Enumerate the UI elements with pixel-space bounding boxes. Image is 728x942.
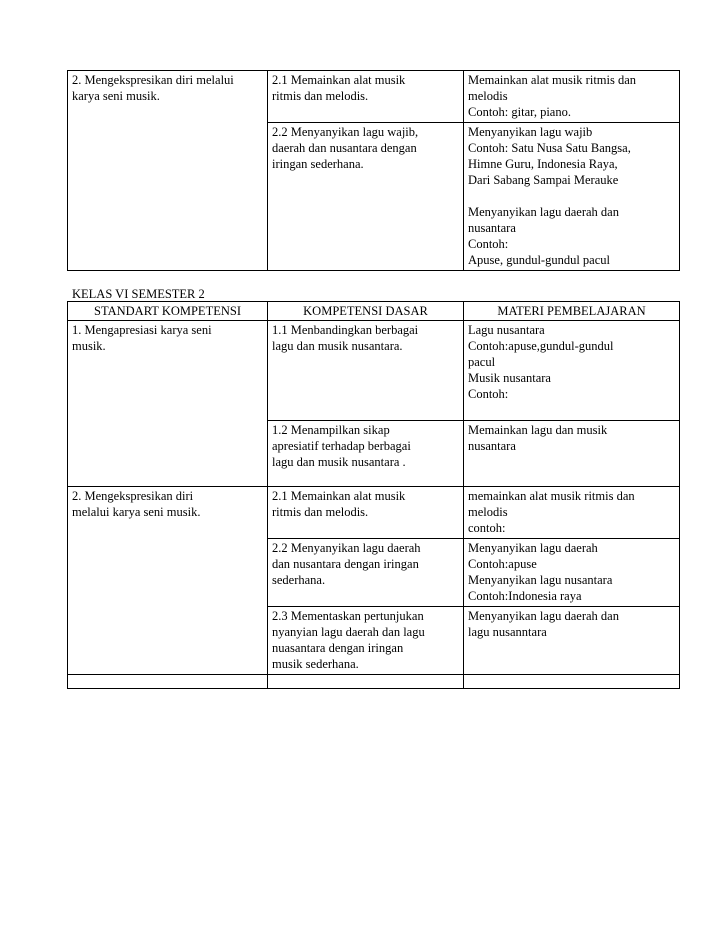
cell-text: lagu dan musik nusantara. bbox=[272, 339, 403, 353]
cell-text: Menyanyikan lagu daerah dan bbox=[468, 609, 619, 623]
kompetensi-dasar-cell bbox=[268, 421, 464, 487]
cell-text: memainkan alat musik ritmis dan bbox=[468, 489, 635, 503]
materi-cell bbox=[464, 123, 680, 271]
table-header-row bbox=[68, 302, 680, 321]
kompetensi-dasar-cell bbox=[268, 123, 464, 271]
header-kompetensi-dasar: KOMPETENSI DASAR bbox=[268, 302, 464, 321]
empty-cell bbox=[464, 675, 680, 689]
cell-text: 2.1 Memainkan alat musik bbox=[272, 73, 406, 87]
empty-cell bbox=[268, 675, 464, 689]
cell-text: Memainkan alat musik ritmis dan bbox=[468, 73, 637, 87]
materi-cell bbox=[464, 607, 680, 675]
materi-cell bbox=[464, 487, 680, 539]
cell-text: musik sederhana. bbox=[272, 657, 359, 671]
cell-text: Contoh: Satu Nusa Satu Bangsa, bbox=[468, 141, 631, 155]
standar-kompetensi-cell bbox=[68, 321, 268, 487]
cell-text: lagu nusanntara bbox=[468, 625, 547, 639]
header-materi: MATERI PEMBELAJARAN bbox=[464, 302, 680, 321]
table-row bbox=[68, 321, 680, 421]
materi-cell bbox=[464, 421, 680, 487]
cell-text: Menyanyikan lagu daerah bbox=[468, 541, 598, 555]
cell-text: ritmis dan melodis. bbox=[272, 505, 369, 519]
cell-text: Contoh:Indonesia raya bbox=[468, 589, 582, 603]
cell-text: Dari Sabang Sampai Merauke bbox=[468, 173, 619, 187]
cell-text: Contoh:apuse,gundul-gundul bbox=[468, 339, 614, 353]
cell-text: Menyanyikan lagu daerah dan bbox=[468, 205, 619, 219]
cell-text: melodis bbox=[468, 89, 508, 103]
cell-text: Memainkan lagu dan musik bbox=[468, 423, 608, 437]
cell-text: dan nusantara dengan iringan bbox=[272, 557, 419, 571]
cell-text: 2.1 Memainkan alat musik bbox=[272, 489, 406, 503]
cell-text: Menyanyikan lagu nusantara bbox=[468, 573, 613, 587]
cell-text: nyanyian lagu daerah dan lagu bbox=[272, 625, 425, 639]
kompetensi-dasar-cell bbox=[268, 71, 464, 123]
kompetensi-dasar-cell bbox=[268, 539, 464, 607]
cell-text: 1.1 Menbandingkan berbagai bbox=[272, 323, 419, 337]
materi-cell bbox=[464, 539, 680, 607]
cell-text: Contoh:apuse bbox=[468, 557, 537, 571]
cell-text: Contoh: bbox=[468, 387, 509, 401]
header-standar: STANDART KOMPETENSI bbox=[68, 302, 268, 321]
cell-text: 1.2 Menampilkan sikap bbox=[272, 423, 390, 437]
cell-text: nusantara bbox=[468, 439, 516, 453]
cell-text: contoh: bbox=[468, 521, 506, 535]
cell-text: Himne Guru, Indonesia Raya, bbox=[468, 157, 618, 171]
standar-kompetensi-cell bbox=[68, 71, 268, 271]
materi-cell bbox=[464, 321, 680, 421]
cell-text: 2.2 Menyanyikan lagu daerah bbox=[272, 541, 421, 555]
cell-text: karya seni musik. bbox=[72, 89, 160, 103]
cell-text: 2. Mengekspresikan diri bbox=[72, 489, 194, 503]
cell-text: 2. Mengekspresikan diri melalui bbox=[72, 73, 234, 87]
standar-kompetensi-cell bbox=[68, 487, 268, 675]
cell-text: apresiatif terhadap berbagai bbox=[272, 439, 411, 453]
spacer bbox=[468, 188, 675, 204]
cell-text: 2.3 Mementaskan pertunjukan bbox=[272, 609, 424, 623]
cell-text: Contoh: gitar, piano. bbox=[468, 105, 571, 119]
empty-cell bbox=[68, 675, 268, 689]
cell-text: lagu dan musik nusantara . bbox=[272, 455, 406, 469]
cell-text: ritmis dan melodis. bbox=[272, 89, 369, 103]
kompetensi-dasar-cell bbox=[268, 487, 464, 539]
cell-text: Contoh: bbox=[468, 237, 509, 251]
cell-text: 1. Mengapresiasi karya seni bbox=[72, 323, 212, 337]
competency-table bbox=[67, 301, 680, 689]
competency-table-continued bbox=[67, 70, 680, 271]
cell-text: Lagu nusantara bbox=[468, 323, 545, 337]
cell-text: musik. bbox=[72, 339, 106, 353]
cell-text: iringan sederhana. bbox=[272, 157, 364, 171]
table-row bbox=[68, 71, 680, 123]
cell-text: sederhana. bbox=[272, 573, 326, 587]
materi-cell bbox=[464, 71, 680, 123]
cell-text: daerah dan nusantara dengan bbox=[272, 141, 417, 155]
kompetensi-dasar-cell bbox=[268, 607, 464, 675]
cell-text: 2.2 Menyanyikan lagu wajib, bbox=[272, 125, 419, 139]
cell-text: Apuse, gundul-gundul pacul bbox=[468, 253, 610, 267]
cell-text: melalui karya seni musik. bbox=[72, 505, 201, 519]
cell-text: nusantara bbox=[468, 221, 516, 235]
cell-text: Menyanyikan lagu wajib bbox=[468, 125, 593, 139]
cell-text: nuasantara dengan iringan bbox=[272, 641, 404, 655]
cell-text: pacul bbox=[468, 355, 496, 369]
cell-text: Musik nusantara bbox=[468, 371, 551, 385]
table-row bbox=[68, 487, 680, 539]
table-row-empty bbox=[68, 675, 680, 689]
semester-heading: KELAS VI SEMESTER 2 bbox=[72, 287, 205, 301]
cell-text: melodis bbox=[468, 505, 508, 519]
kompetensi-dasar-cell bbox=[268, 321, 464, 421]
